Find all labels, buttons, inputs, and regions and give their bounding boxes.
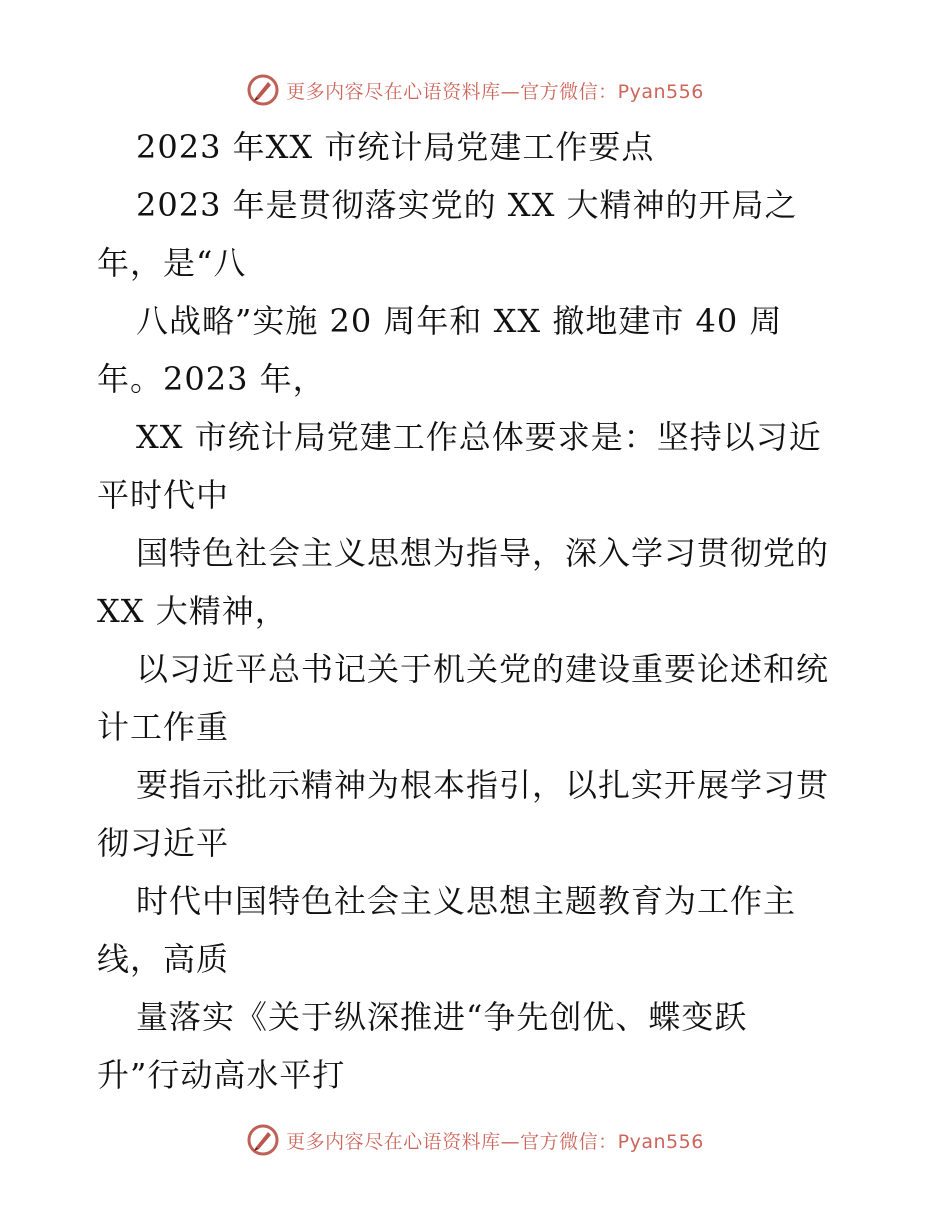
header-banner-text: 更多内容尽在心语资料库—官方微信：Pyan556 (286, 80, 704, 103)
footer-banner-text: 更多内容尽在心语资料库—官方微信：Pyan556 (286, 1130, 704, 1153)
paragraph-line: 要指示批示精神为根本指引，以扎实开展学习贯 (136, 766, 830, 804)
pen-circle-logo-icon (246, 1123, 280, 1157)
paragraph-line: 时代中国特色社会主义思想主题教育为工作主 (136, 882, 797, 920)
paragraph-line: XX 大精神， (97, 592, 288, 630)
paragraph-line: 2023 年是贯彻落实党的 XX 大精神的开局之 (136, 186, 798, 224)
paragraph-line: 八战略”实施 20 周年和 XX 撤地建市 40 周 (136, 302, 783, 340)
paragraph-line: 彻习近平 (97, 824, 230, 862)
paragraph-line: XX 市统计局党建工作总体要求是：坚持以习近 (136, 418, 822, 456)
paragraph-line: 量落实《关于纵深推进“争先创优、蝶变跃 (136, 998, 748, 1036)
paragraph-line: 计工作重 (97, 708, 230, 746)
paragraph-line: 国特色社会主义思想为指导，深入学习贯彻党的 (136, 534, 830, 572)
document-body (0, 118, 950, 1104)
header-banner (0, 70, 950, 110)
footer-banner (0, 1120, 950, 1160)
paragraph-line: 平时代中 (97, 476, 230, 514)
paragraph-line: 年。2023 年， (97, 360, 326, 398)
paragraph-line: 线，高质 (97, 940, 230, 978)
paragraph-line: 年，是“八 (97, 244, 247, 282)
pen-circle-logo-icon (246, 73, 280, 107)
paragraph-line: 升”行动高水平打 (97, 1056, 346, 1094)
paragraph-line: 以习近平总书记关于机关党的建设重要论述和统 (136, 650, 830, 688)
document-title: 2023 年XX 市统计局党建工作要点 (136, 128, 655, 166)
